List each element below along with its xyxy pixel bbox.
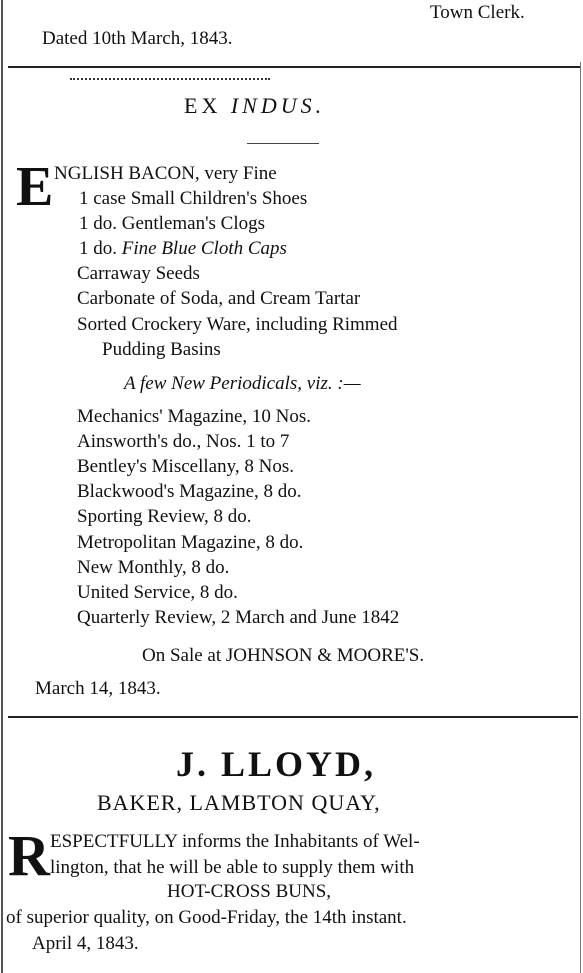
periodical-item: United Service, 8 do. xyxy=(77,582,238,603)
ad-date: March 14, 1843. xyxy=(35,678,161,699)
ad-title-ship: INDUS. xyxy=(230,93,326,118)
ad-item-caps xyxy=(79,238,287,260)
town-clerk-signature: Town Clerk. xyxy=(430,2,525,23)
dated-line: Dated 10th March, 1843. xyxy=(42,28,233,49)
ad-title xyxy=(184,95,325,117)
periodical-item: Blackwood's Magazine, 8 do. xyxy=(77,481,302,502)
ad-item: Pudding Basins xyxy=(102,339,221,360)
advertiser-trade: BAKER, LAMBTON QUAY, xyxy=(97,790,381,815)
ad-item: Carraway Seeds xyxy=(77,263,200,284)
lloyd-body-line: lington, that he will be able to supply them with xyxy=(50,857,415,878)
ad-item: 1 do. Gentleman's Clogs xyxy=(79,213,266,234)
periodical-item: Sporting Review, 8 do. xyxy=(77,506,252,527)
ad-first-line: NGLISH BACON, very Fine xyxy=(54,163,277,184)
periodical-item: Quarterly Review, 2 March and June 1842 xyxy=(77,607,400,628)
ad-title-prefix: EX xyxy=(184,93,222,118)
drop-cap-e: E xyxy=(16,156,54,218)
ad-item: 1 case Small Children's Shoes xyxy=(79,188,308,209)
left-column-rule xyxy=(1,0,3,973)
periodical-item: New Monthly, 8 do. xyxy=(77,557,230,578)
periodical-item: Metropolitan Magazine, 8 do. xyxy=(77,532,304,553)
advertiser-name: J. LLOYD, xyxy=(176,744,377,784)
section-divider xyxy=(8,716,578,718)
drop-cap-r: R xyxy=(8,823,50,888)
right-column-rule xyxy=(580,62,581,973)
periodicals-heading: A few New Periodicals, viz. :— xyxy=(124,373,361,394)
ad-item: Carbonate of Soda, and Cream Tartar xyxy=(77,288,361,309)
ad-item-caps-prefix: 1 do. xyxy=(79,238,117,259)
divider-dots xyxy=(70,78,270,80)
lloyd-body-line: of superior quality, on Good-Friday, the 14th instant. xyxy=(6,907,407,928)
hot-cross-buns: HOT-CROSS BUNS, xyxy=(167,881,332,902)
periodical-item: Ainsworth's do., Nos. 1 to 7 xyxy=(77,431,290,452)
ad-item: Sorted Crockery Ware, including Rimmed xyxy=(77,314,398,335)
periodical-item: Bentley's Miscellany, 8 Nos. xyxy=(77,456,294,477)
on-sale-line: On Sale at JOHNSON & MOORE'S. xyxy=(142,645,425,666)
periodical-item: Mechanics' Magazine, 10 Nos. xyxy=(77,406,311,427)
lloyd-body-line: ESPECTFULLY informs the Inhabitants of Wel- xyxy=(50,831,420,852)
lloyd-date: April 4, 1843. xyxy=(32,933,139,954)
section-divider xyxy=(8,66,580,68)
ad-item-caps-italic: Fine Blue Cloth Caps xyxy=(121,238,287,259)
title-underline xyxy=(247,143,319,144)
